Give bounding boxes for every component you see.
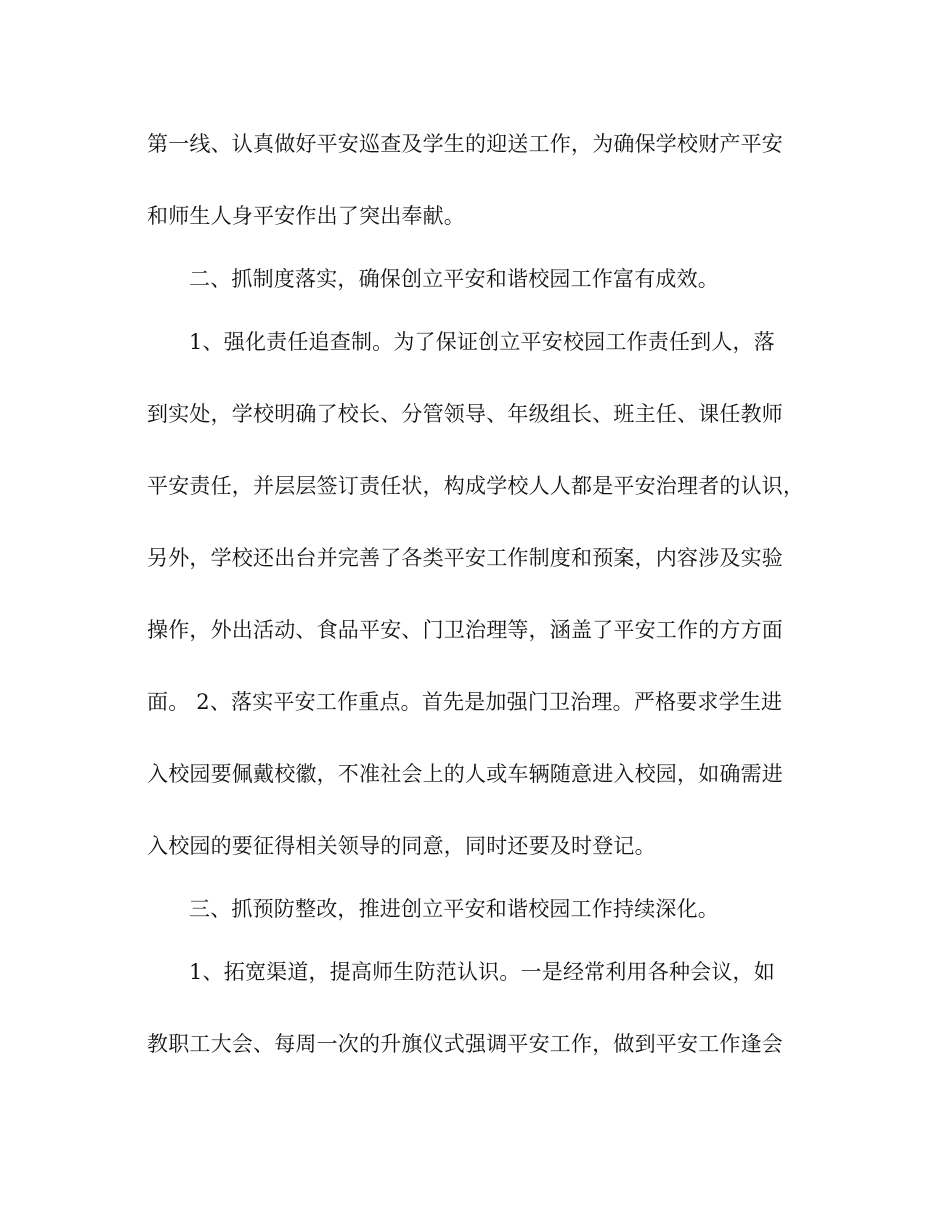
- section-heading: 三、抓预防整改，推进创立平安和谐校园工作持续深化。: [189, 897, 719, 921]
- text-line: 入校园要佩戴校徽，不准社会上的人或车辆随意进入校园，如确需进: [147, 762, 783, 786]
- text-line: 面。 2、落实平安工作重点。首先是加强门卫治理。严格要求学生进: [147, 690, 783, 714]
- text-line: 到实处，学校明确了校长、分管领导、年级组长、班主任、课任教师: [147, 402, 783, 426]
- section-heading: 二、抓制度落实，确保创立平安和谐校园工作富有成效。: [189, 267, 719, 291]
- text-line: 操作，外出活动、食品平安、门卫治理等，涵盖了平安工作的方方面: [147, 618, 783, 642]
- text-line: 另外，学校还出台并完善了各类平安工作制度和预案，内容涉及实验: [147, 546, 783, 570]
- text-line: 教职工大会、每周一次的升旗仪式强调平安工作，做到平安工作逢会: [147, 1032, 783, 1056]
- text-line: 1、拓宽渠道，提高师生防范认识。一是经常利用各种会议，如: [189, 960, 775, 984]
- text-line: 平安责任，并层层签订责任状，构成学校人人都是平安治理者的认识，: [147, 474, 805, 498]
- text-line: 第一线、认真做好平安巡查及学生的迎送工作，为确保学校财产平安: [147, 132, 783, 156]
- text-line: 1、强化责任追查制。为了保证创立平安校园工作责任到人，落: [189, 330, 775, 354]
- text-line: 入校园的要征得相关领导的同意，同时还要及时登记。: [147, 834, 656, 858]
- text-line: 和师生人身平安作出了突出奉献。: [147, 204, 465, 228]
